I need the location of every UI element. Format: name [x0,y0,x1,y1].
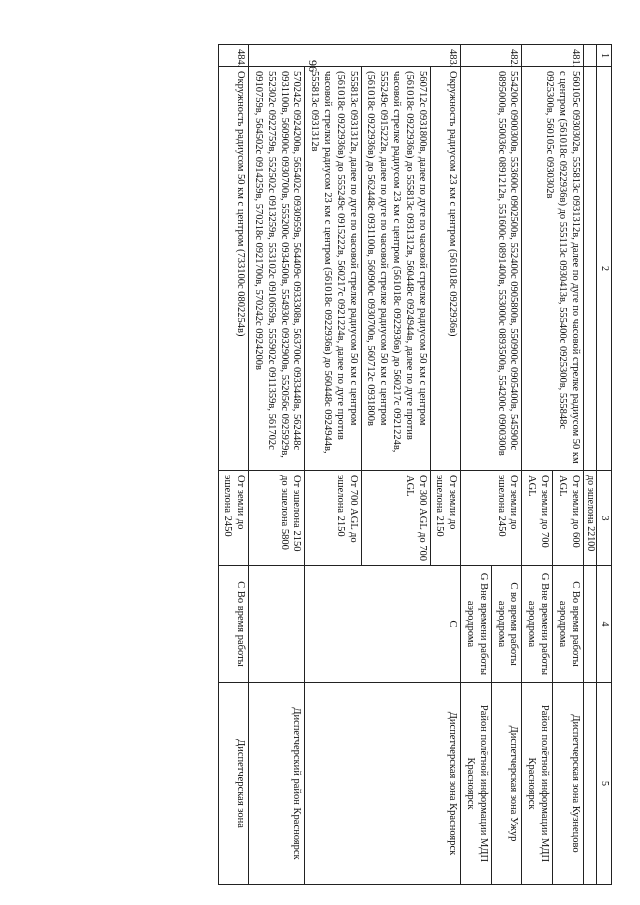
zone-cell: Диспетчерская зона Красноярск [305,683,461,885]
row-number: 484. [218,45,249,67]
row-number: 481. [522,45,583,67]
height-cell: От 700 AGL до эшелона 2150 [305,471,361,566]
class-cell: С Во время работы аэродрома [553,566,584,683]
header-col-3: 3 [596,471,611,566]
height-cell: От эшелона 2150 до эшелона 5800 [249,471,305,566]
height-cell: От 300 AGL до 700 AGL [361,471,430,566]
height-cell: От земли до 600 AGL [553,471,584,566]
table-row-483d [249,45,305,885]
table-row-484 [218,45,249,885]
table-row-481 [553,45,584,885]
zone-cell: Диспетчерская зона Ужур [491,683,522,885]
zone-cell: Диспетчерский район Красноярск [249,683,305,885]
coordinates-cell: 555813с 0931312в, далее по дуге по часовой стрелке радиусом 50 км с центром (561018с 0922936в) до 555249с 0915222в, 560217с 0921224в, далее по дуге против часовой стрелки радиусом 23 км с центром (561018с 0922936в) до 560448с 0924944в, 555813с 0931312в [305,67,361,471]
zone-cell: Район полётной информации МДП Красноярск [522,683,553,885]
class-cell: G Вне времени работы аэродрома [461,566,492,683]
zone-cell: Диспетчерская зона Кузнецово [553,683,584,885]
coordinates-cell: Окружность радиусом 50 км с центром (733100с 0802254в) [218,67,249,471]
height-cell: до эшелона 22100 [583,471,596,566]
zone-cell: Диспетчерская зона [218,683,249,885]
airspace-table [218,44,612,885]
table-row-483 [430,45,461,885]
header-col-4: 4 [596,566,611,683]
coordinates-cell: 560105с 0930302в, 555813с 0931312в, далее по дуге по часовой стрелке радиусом 50 км с центром (561018с 0922936в) до 555113с 0930413в, 555400с 0925300в, 555848с 0925300в, 560105с 0930302в [522,67,583,471]
coordinates-cell: 570242с 0924200в, 565402с 0930959в, 564409с 0933308в, 563700с 0933448в, 562448с 0931100в, 560900с 0930700в, 555200с 0934500в, 554930с 0932900в, 552056с 0925929в, 552302с 0922759в, 552502с 0913259в, 553102с 0910659в, 555902с 0911359в, 561702с 0910759в, 564502с 0914259в, 570218с 0921700в, 570242с 0924200в [249,67,305,471]
header-col-5: 5 [596,683,611,885]
row-number: 482. [461,45,522,67]
class-cell: С [305,566,461,683]
height-cell: От земли до 700 AGL [522,471,553,566]
class-cell: G Вне времени работы аэродрома [522,566,553,683]
header-row [596,45,611,885]
class-cell: С во время работы аэродрома [491,566,522,683]
rotated-table-wrapper [100,44,612,884]
header-col-2: 2 [596,67,611,471]
row-number: 483. [249,45,461,67]
class-cell: С Во время работы [218,566,249,683]
header-col-1: 1 [596,45,611,67]
table-row [583,45,596,885]
table-row-482 [491,45,522,885]
page-number: 96 [306,60,320,72]
height-cell: От земли до эшелона 2450 [218,471,249,566]
height-cell: От земли до эшелона 2450 [461,471,522,566]
coordinates-cell: 554200с 0900300в, 553600с 0902500в, 552400с 0905800в, 550900с 0905400в, 545900с 0895000в, 550036с 0891212в, 551600с 0891400в, 553000с 0893500в, 554200с 0900300в [461,67,522,471]
zone-cell: Район полётной информации МДП Красноярск [461,683,492,885]
coordinates-cell: Окружность радиусом 23 км с центром (561018с 0922936в) [430,67,461,471]
coordinates-cell: 560712с 0931800в, далее по дуге по часовой стрелке радиусом 50 км с центром (561018с 0922936в) до 555813с 0931312в, 560448с 0924944в, далее по дуге против часовой стрелке радиусом 23 км с центром (561018с 0922936в) до 560217с 0921224в, 555249с 0915222в, далее по дуге по часовой стрелке радиусом 50 км с центром (561018с 0922936в) до 562448с 0931100в, 560900с 0930700в, 560712с 0931800в [361,67,430,471]
height-cell: От земли до эшелона 2150 [430,471,461,566]
